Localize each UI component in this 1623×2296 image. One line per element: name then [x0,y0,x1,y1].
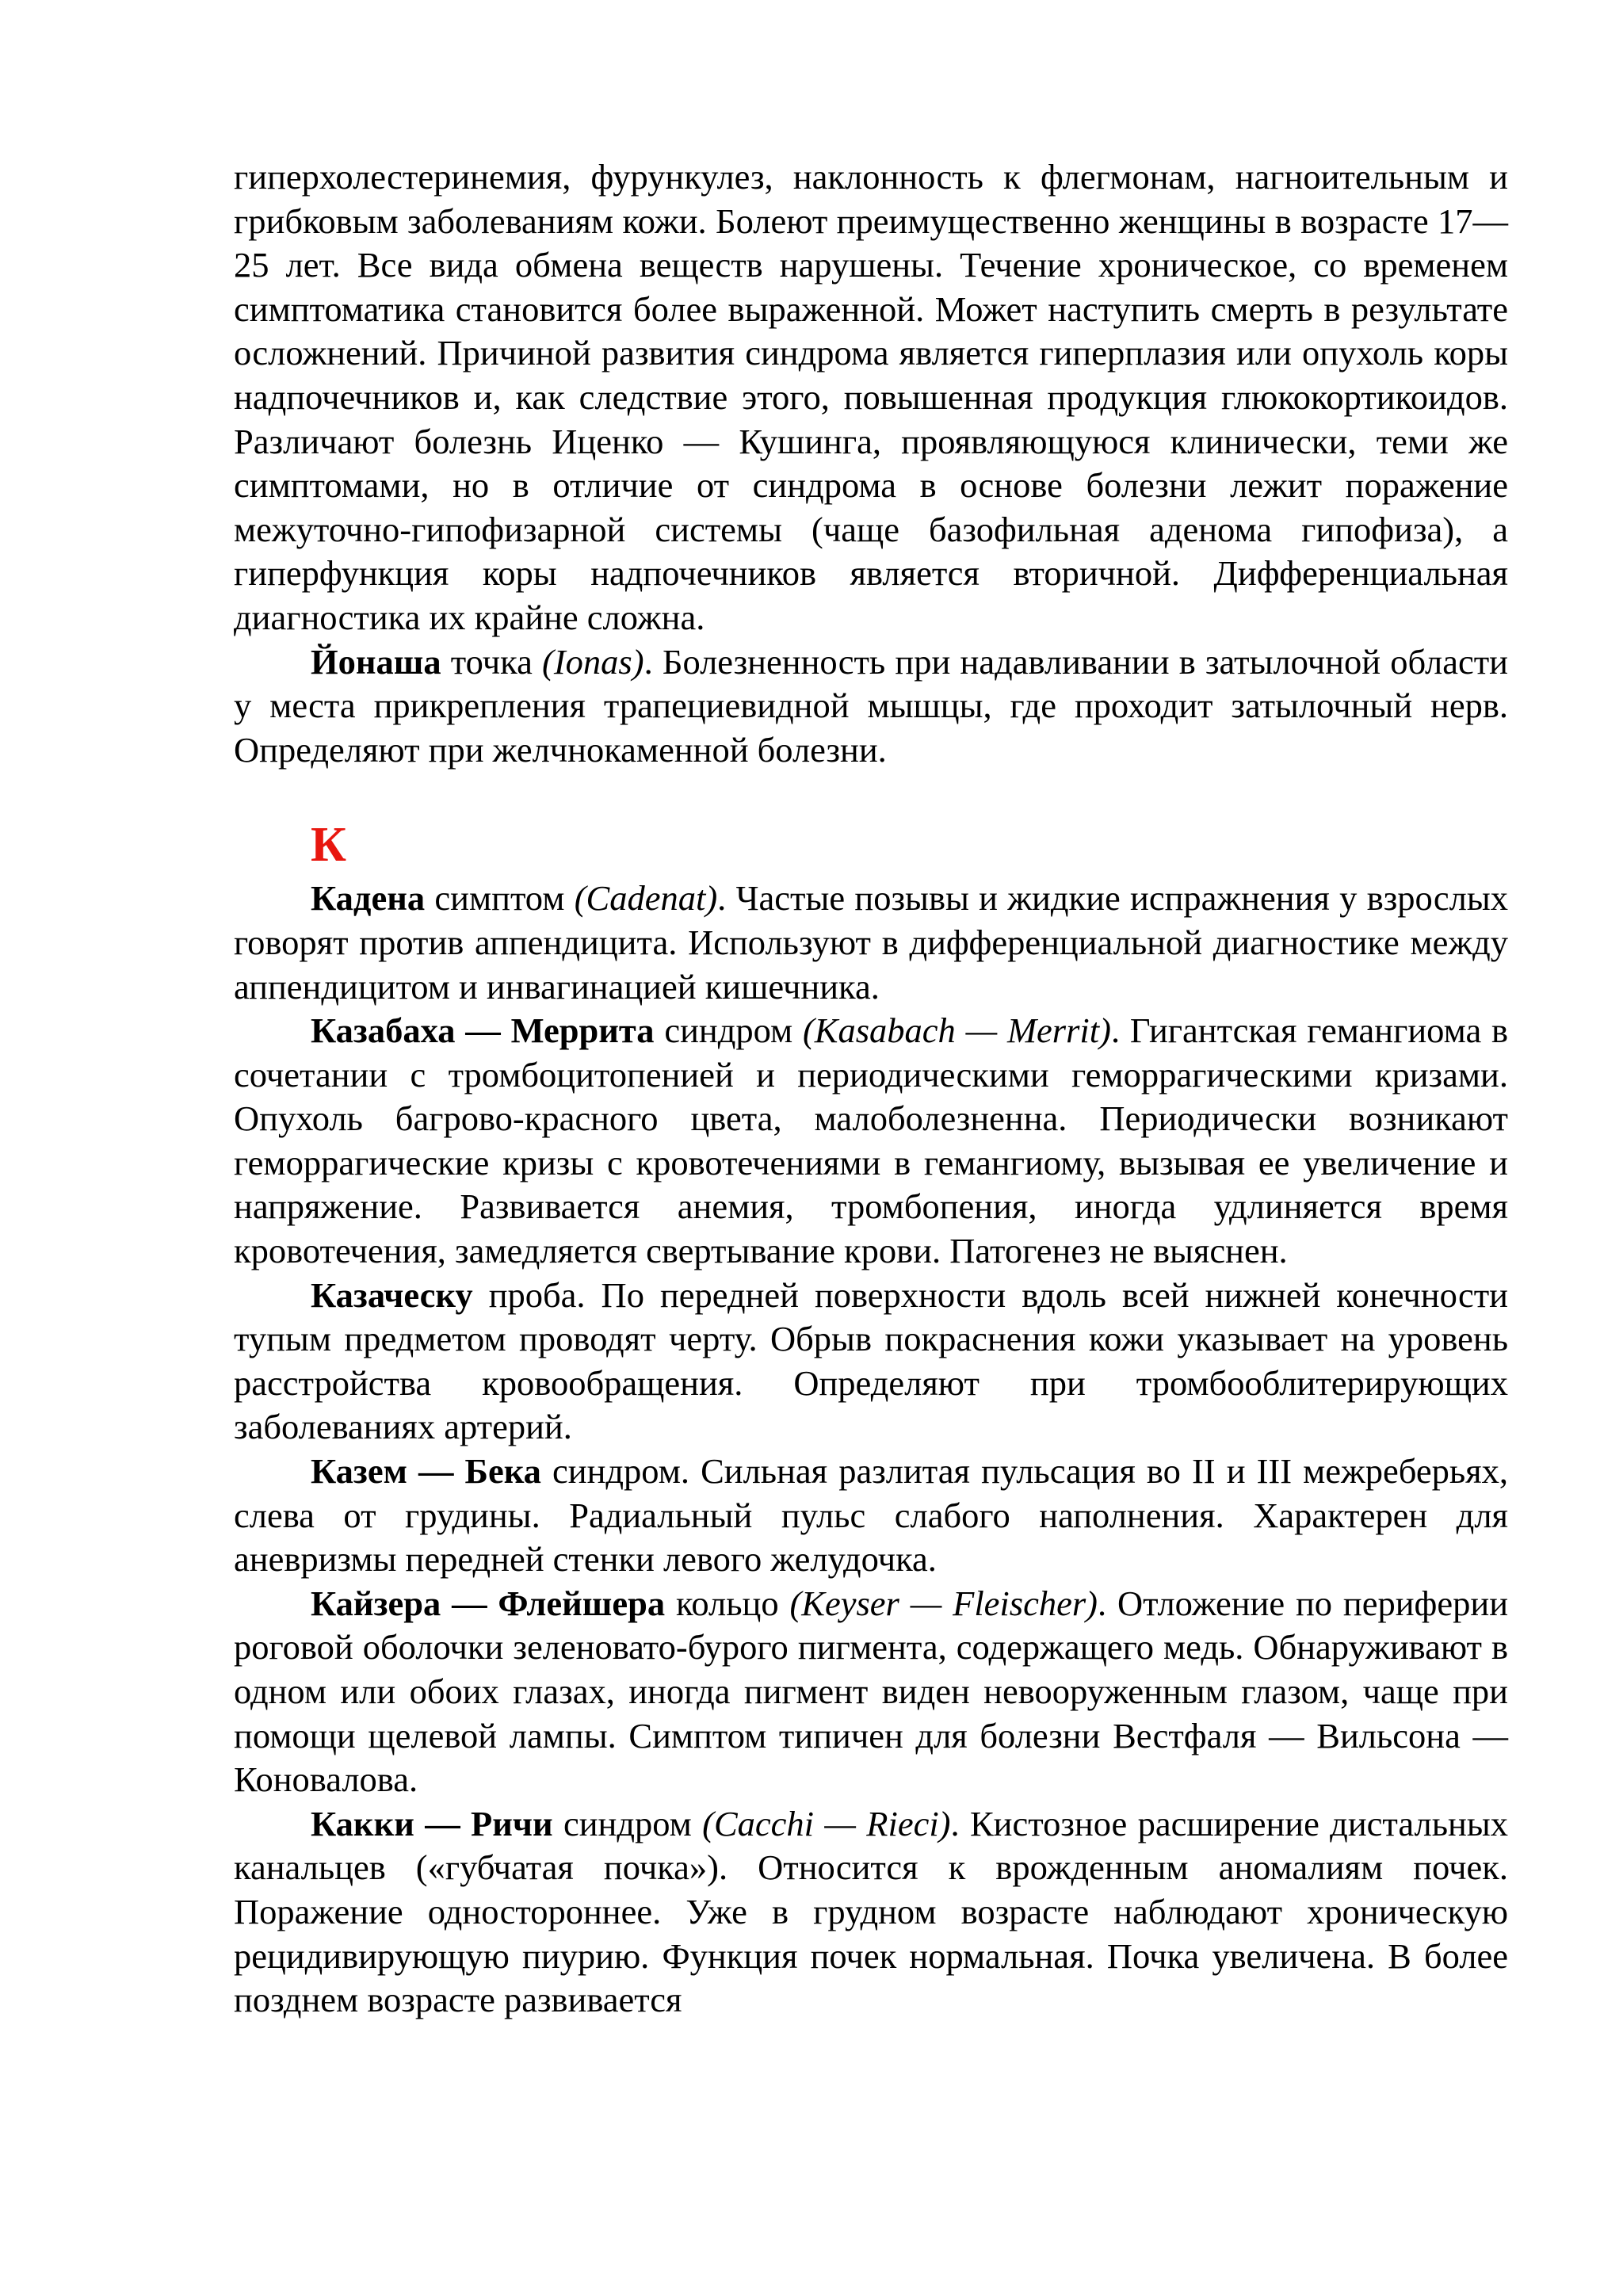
entry-kind: проба [472,1274,577,1315]
entry-text: . Кистозное расширение дистальных канальцев («губчатая почка»). Относится к врожденным аномалиям почек. Поражение одностороннее. Уже в грудном возрасте наблюдают хроническую рецидивирующую пиурию. Функция почек нормальная. Почка увеличена. В более позднем возрасте развивается [234,1803,1508,2020]
entry-text: . Гигантская гемангиома в сочетании с тромбоцитопенией и периодическими геморрагическими кризами. Опухоль багрово-красного цвета, малоболезненна. Периодически возникают геморрагические кризы с кровотечениями в гемангиому, вызывая ее увеличение и напряжение. Развивается анемия, тромбопения, иногда удлиняется время кровотечения, замедляется свертывание крови. Патогенез не выяснен. [234,1010,1509,1271]
entry-cacchi-rieci [234,1802,1508,2023]
entry-text: . По передней поверхности вдоль всей нижней конечности тупым предметом проводят черту. Обрыв покраснения кожи указывает на уровень расстройства кровообращения. Определяют при тромбооблитерирующих заболеваниях артерий. [234,1274,1508,1447]
entry-latin-name: (Cadenat) [574,878,718,919]
entry-kind: точка [441,641,543,682]
entry-latin-name: (Ionas) [542,641,644,682]
entry-kazem-beka [234,1450,1508,1582]
entry-ionasha [234,640,1508,773]
document-page [234,155,1508,2023]
entry-kasabach-merrit [234,1009,1508,1274]
entry-text: . Частые позывы и жидкие испражнения у взрослых говорят против аппендицита. Используют в дифференциальной диагностике между аппендицитом и инвагинацией кишечника. [234,878,1508,1007]
entry-kind: симптом [425,878,575,919]
section-letter-heading: К [311,818,346,873]
entry-term: Йонаша [311,641,441,682]
entry-kind: синдром [654,1010,803,1051]
continuation-paragraph [234,155,1508,640]
entry-term: Казабаха — Меррита [311,1010,655,1051]
entry-kazachesku [234,1274,1508,1450]
entry-keyser-fleischer [234,1582,1508,1802]
entry-latin-name: (Cacchi — Rieci) [702,1803,951,1843]
entry-term: Какки — Ричи [311,1803,553,1843]
entry-term: Казаческу [311,1274,473,1315]
entry-term: Кайзера — Флейшера [311,1583,666,1623]
entry-text: . Сильная разлитая пульсация во II и III межреберьях, слева от грудины. Радиальный пульс слабого наполнения. Характерен для аневризмы передней стенки левого желудочка. [234,1451,1508,1580]
entry-kadena [234,877,1508,1009]
entry-kind: синдром [552,1803,703,1843]
entry-latin-name: (Kasabach — Merrit) [802,1010,1111,1051]
paragraph-text: гиперхолестеринемия, фурункулез, наклонность к флегмонам, нагноительным и грибковым заболеваниям кожи. Болеют преимущественно женщины в возрасте 17—25 лет. Все вида обмена веществ нарушены. Течение хроническое, со временем симптоматика становится более выраженной. Может наступить смерть в результате осложнений. Причиной развития синдрома является гиперплазия или опухоль коры надпочечников и, как следствие этого, повышенная продукция глюкокортикоидов. Различают болезнь Иценко — Кушинга, проявляющуюся клинически, теми же симптомами, но в отличие от синдрома в основе болезни лежит поражение межуточно-гипофизарной системы (чаще базофильная аденома гипофиза), а гиперфункция коры надпочечников является вторичной. Дифференциальная диагностика их крайне сложна. [234,157,1508,637]
entry-kind: синдром [540,1451,681,1492]
entry-kind: кольцо [665,1583,790,1623]
entry-text: . Болезненность при надавливании в затылочной области у места прикрепления трапециевидной мышцы, где проходит затылочный нерв. Определяют при желчнокаменной болезни. [234,641,1508,770]
entry-text: . Отложение по периферии роговой оболочки зеленовато-бурого пигмента, содержащего медь. Обнаруживают в одном или обоих глазах, иногда пигмент виден невооруженным глазом, чаще при помощи щелевой лампы. Симптом типичен для болезни Вестфаля — Вильсона — Коновалова. [234,1583,1509,1800]
entry-term: Казем — Бека [311,1451,541,1492]
entry-term: Кадена [311,878,426,919]
entry-latin-name: (Keyser — Fleischer) [789,1583,1098,1623]
